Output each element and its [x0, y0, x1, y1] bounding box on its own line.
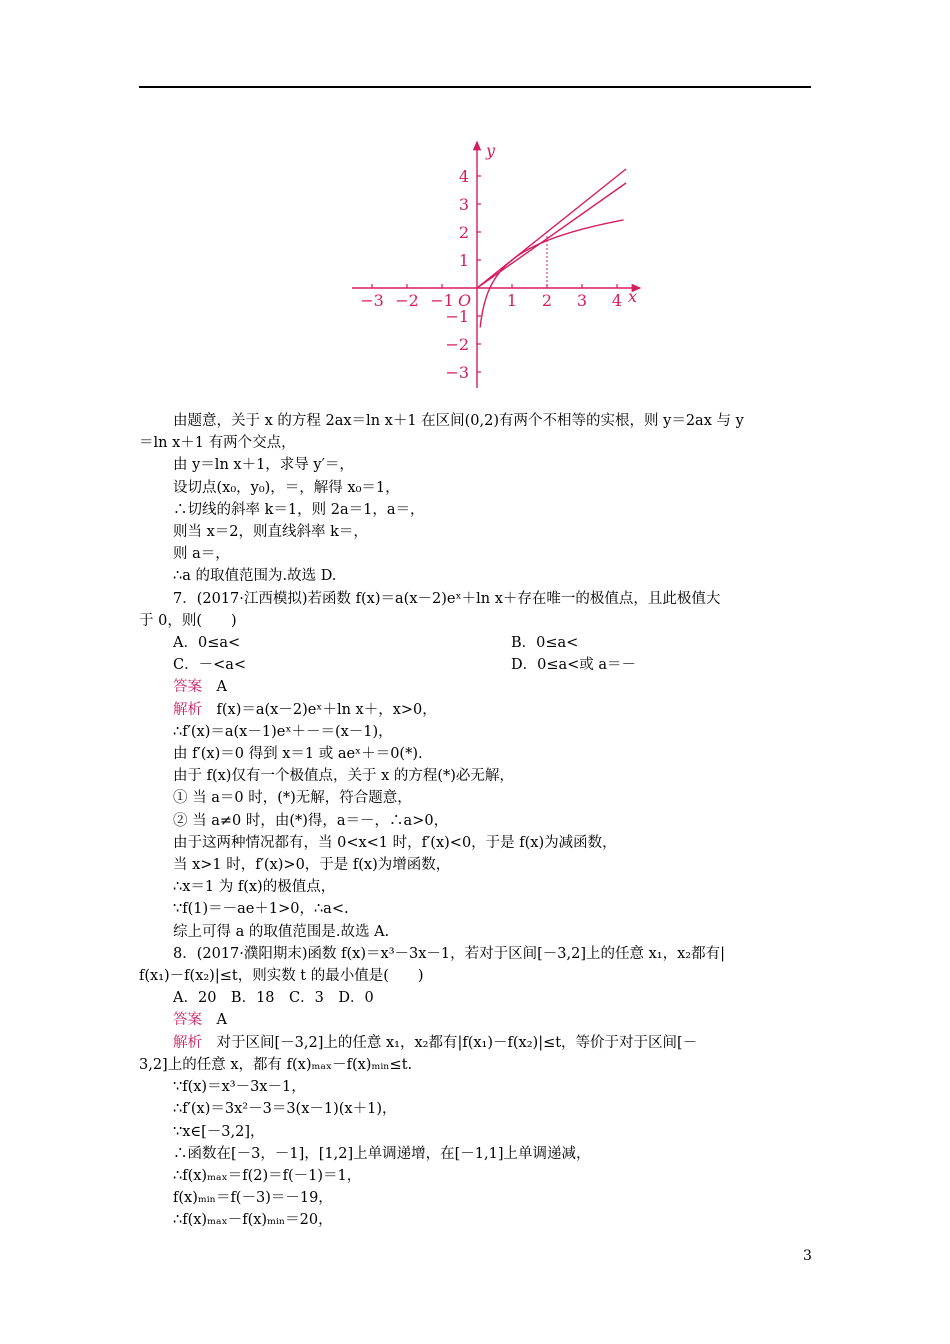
header-rule — [139, 86, 811, 88]
solution-body — [139, 410, 811, 1232]
y-tick-label: 4 — [458, 167, 469, 186]
q8-analysis: 解析 对于区间[－3,2]上的任意 x₁，x₂都有|f(x₁)－f(x₂)|≤t，等价于对于区间[－ — [173, 1034, 698, 1051]
x-tick-label: 4 — [611, 291, 623, 310]
x-tick-label: 2 — [541, 291, 553, 310]
q7-option-c: C．－<a< — [173, 657, 247, 674]
q8-options: A．20 B．18 C．3 D．0 — [173, 990, 374, 1007]
q7-option-b: B．0≤a< — [511, 635, 579, 652]
q7-answer: 答案 A — [173, 679, 227, 696]
analysis-label: 解析 — [173, 701, 202, 718]
text-line: 则 a＝， — [173, 546, 230, 563]
text-line: ∴x＝1 为 f(x)的极值点， — [173, 879, 336, 896]
text-line: 设切点(x₀，y₀)，＝，解得 x₀＝1， — [173, 479, 400, 496]
text-line: ∴f′(x)＝3x²－3＝3(x－1)(x＋1)， — [173, 1101, 397, 1118]
y-tick-label: 3 — [458, 195, 469, 214]
page-number: 3 — [803, 1248, 812, 1264]
tangent-line-1 — [477, 169, 626, 288]
text-line: ∴f′(x)＝a(x－1)eˣ＋－＝(x－1)， — [173, 723, 393, 740]
y-axis-label: y — [486, 141, 496, 160]
text-line: 由于这两种情况都有，当 0<x<1 时，f′(x)<0，于是 f(x)为减函数， — [173, 834, 617, 851]
question-7-stem: 7．(2017·江西模拟)若函数 f(x)＝a(x－2)eˣ＋ln x＋存在唯一的极值点，且此极值大 — [173, 590, 721, 607]
q7-options-row-1 — [139, 632, 811, 654]
text-line: 由题意，关于 x 的方程 2ax＝ln x＋1 在区间(0,2)有两个不相等的实根，则 y＝2ax 与 y — [173, 413, 744, 429]
text-line: ∴f(x)ₘₐₓ＝f(2)＝f(－1)＝1， — [173, 1167, 362, 1184]
text-line: 综上可得 a 的取值范围是.故选 A. — [173, 923, 390, 940]
x-tick-label: −2 — [395, 291, 419, 310]
x-tick-label: −1 — [430, 291, 454, 310]
text-line: 由于 f(x)仅有一个极值点，关于 x 的方程(*)必无解， — [173, 768, 514, 785]
text-line: ∵x∈[－3,2]， — [173, 1123, 265, 1140]
text-line: ∴切线的斜率 k＝1，则 2a＝1，a＝， — [173, 501, 425, 518]
text-line: 3,2]上的任意 x，都有 f(x)ₘₐₓ－f(x)ₘᵢₙ≤t. — [139, 1056, 413, 1073]
text-line: 当 x>1 时，f′(x)>0，于是 f(x)为增函数， — [173, 857, 451, 874]
text-line: ② 当 a≠0 时，由(*)得，a＝－，∴a>0， — [173, 812, 449, 829]
text-line: 则当 x＝2，则直线斜率 k＝， — [173, 524, 368, 541]
text-line: 由 y＝ln x＋1，求导 y′＝， — [173, 457, 354, 474]
y-tick-label: −1 — [445, 307, 469, 326]
x-tick-label: 1 — [506, 291, 518, 310]
text-line: f(x)ₘᵢₙ＝f(－3)＝－19， — [173, 1190, 333, 1207]
origin-label: O — [458, 291, 472, 310]
question-7-stem-cont: 于 0，则( ) — [139, 612, 237, 629]
x-axis-label: x — [628, 287, 638, 306]
text-line: ＝ln x＋1 有两个交点， — [139, 435, 296, 452]
text-line: ① 当 a＝0 时，(*)无解，符合题意， — [173, 790, 412, 807]
answer-label: 答案 — [173, 679, 202, 696]
analysis-label: 解析 — [173, 1034, 202, 1051]
text-line: ∴f(x)ₘₐₓ－f(x)ₘᵢₙ＝20， — [173, 1212, 333, 1229]
q7-option-d: D．0≤a<或 a＝－ — [511, 657, 637, 674]
q7-option-a: A．0≤a< — [173, 635, 241, 652]
question-8-stem-cont: f(x₁)－f(x₂)|≤t，则实数 t 的最小值是( ) — [139, 968, 424, 985]
text-line: ∵f(1)＝－ae＋1>0，∴a<. — [173, 901, 349, 918]
y-tick-label: 1 — [458, 251, 469, 270]
function-graph — [340, 130, 660, 392]
y-tick-label: −2 — [445, 335, 469, 354]
answer-label: 答案 — [173, 1012, 202, 1029]
text-line: ∵f(x)＝x³－3x－1， — [173, 1079, 306, 1096]
q7-options-row-2 — [139, 654, 811, 676]
x-tick-label: −3 — [360, 291, 384, 310]
question-8-stem: 8．(2017·濮阳期末)函数 f(x)＝x³－3x－1，若对于区间[－3,2]上的任意 x₁，x₂都有| — [173, 945, 725, 962]
text-line: 由 f′(x)＝0 得到 x＝1 或 aeˣ＋＝0(*). — [173, 746, 423, 763]
text-line: ∴函数在[－3，－1]，[1,2]上单调递增，在[－1,1]上单调递减， — [173, 1145, 591, 1162]
x-tick-label: 3 — [576, 291, 588, 310]
q7-analysis: 解析 f(x)＝a(x－2)eˣ＋ln x＋，x>0， — [173, 701, 437, 718]
y-tick-label: 2 — [458, 223, 469, 242]
y-tick-label: −3 — [445, 363, 469, 382]
q8-answer: 答案 A — [173, 1012, 227, 1029]
text-line: ∴a 的取值范围为.故选 D. — [173, 568, 337, 585]
